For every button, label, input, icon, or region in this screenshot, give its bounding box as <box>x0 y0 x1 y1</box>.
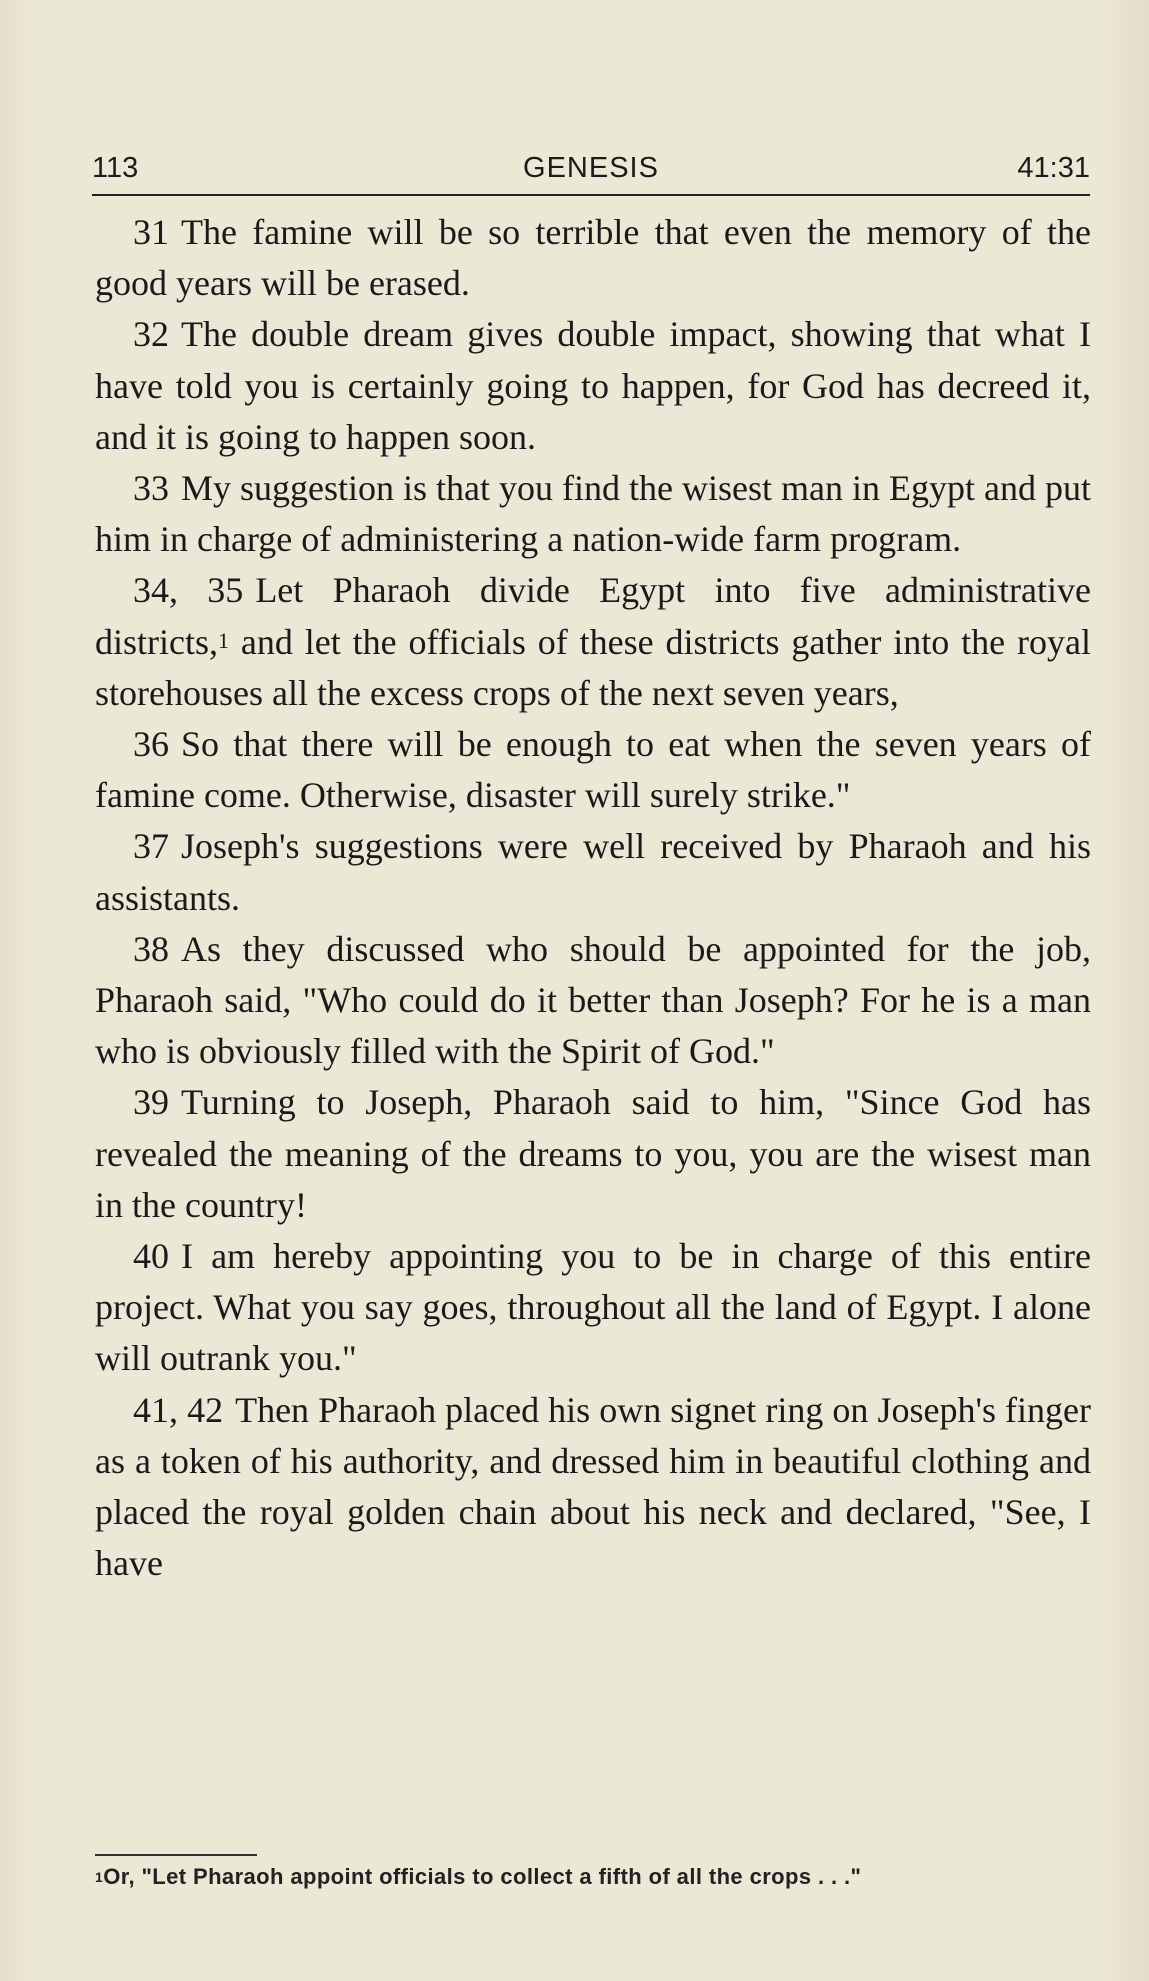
verse-number: 38 <box>133 928 169 969</box>
page-number: 113 <box>92 152 139 184</box>
verse-text: The double dream gives double impact, showing that what I have told you is certainly going to happen, for God has decreed it, and it is going to happen soon. <box>95 314 1091 457</box>
verse-number: 39 <box>133 1082 169 1123</box>
verse-31 <box>95 207 1091 309</box>
footnote-text: Or, "Let Pharaoh appoint officials to collect a fifth of all the crops . . ." <box>103 1864 862 1889</box>
verse-number: 41, 42 <box>133 1389 224 1430</box>
verse-number: 33 <box>133 468 169 509</box>
footnote-divider <box>95 1854 257 1856</box>
verse-text: My suggestion is that you find the wisest man in Egypt and put him in charge of administering a nation-wide farm program. <box>95 468 1091 560</box>
verse-text: I am hereby appointing you to be in charge of this entire project. What you say goes, throughout all the land of Egypt. I alone will outrank you." <box>95 1236 1091 1379</box>
footnote <box>95 1857 1095 1897</box>
scripture-text <box>95 207 1091 1589</box>
footnote-number: 1 <box>95 1869 104 1885</box>
verse-number: 40 <box>133 1236 169 1277</box>
verse-text: Joseph's suggestions were well received by Pharaoh and his assistants. <box>95 826 1091 918</box>
verse-37 <box>95 821 1091 923</box>
verse-text: So that there will be enough to eat when the seven years of famine come. Otherwise, disaster will surely strike." <box>95 724 1091 816</box>
verse-34-35 <box>95 565 1091 719</box>
verse-33 <box>95 463 1091 565</box>
verse-41-42 <box>95 1385 1091 1590</box>
verse-number: 32 <box>133 314 169 355</box>
verse-text: The famine will be so terrible that even the memory of the good years will be erased. <box>95 212 1091 304</box>
running-header <box>92 150 1090 196</box>
verse-38 <box>95 924 1091 1078</box>
book-title: GENESIS <box>523 152 659 184</box>
verse-number: 37 <box>133 826 169 867</box>
verse-32 <box>95 309 1091 463</box>
verse-text: Let Pharaoh divide Egypt into five administrative districts, <box>95 570 1091 662</box>
verse-number: 36 <box>133 724 169 765</box>
verse-40 <box>95 1231 1091 1385</box>
chapter-verse-reference: 41:31 <box>1017 152 1090 184</box>
verse-36 <box>95 719 1091 821</box>
verse-text: Turning to Joseph, Pharaoh said to him, "Since God has revealed the meaning of the dreams to you, you are the wisest man in the country! <box>95 1082 1091 1225</box>
verse-number: 31 <box>133 212 169 252</box>
verse-text-continued: and let the officials of these districts gather into the royal storehouses all the excess crops of the next seven years, <box>95 621 1091 713</box>
verse-39 <box>95 1077 1091 1231</box>
verse-text: Then Pharaoh placed his own signet ring on Joseph's finger as a token of his authority, and dressed him in beautiful clothing and placed the royal golden chain about his neck and declared, "See, I have <box>95 1389 1091 1584</box>
verse-text: As they discussed who should be appointed for the job, Pharaoh said, "Who could do it better than Joseph? For he is a man who is obviously filled with the Spirit of God." <box>95 928 1091 1072</box>
verse-number: 34, 35 <box>133 570 244 611</box>
footnote-marker: 1 <box>218 627 229 653</box>
